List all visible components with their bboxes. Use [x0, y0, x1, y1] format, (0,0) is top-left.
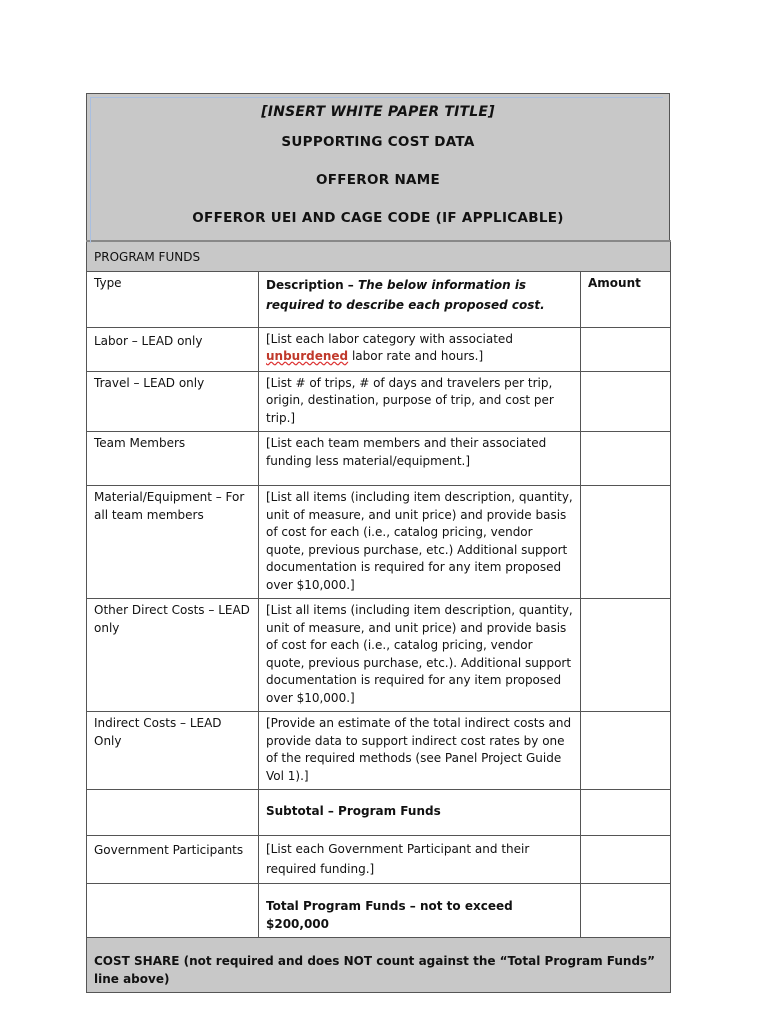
table-row — [87, 371, 671, 432]
description-lead: Description – — [266, 277, 358, 292]
column-description — [259, 271, 581, 327]
column-type: Type — [87, 271, 259, 327]
row-type: Government Participants — [87, 836, 259, 884]
amount-cell[interactable] — [581, 599, 671, 712]
offeror-name: OFFEROR NAME — [315, 172, 441, 188]
white-paper-title: [INSERT WHITE PAPER TITLE] — [261, 104, 495, 120]
desc-text: labor rate and hours.] — [348, 349, 484, 363]
amount-cell[interactable] — [581, 712, 671, 790]
subtotal-type-cell — [87, 790, 259, 836]
table-row — [87, 836, 671, 884]
section-program-funds: PROGRAM FUNDS — [87, 241, 671, 271]
row-type: Other Direct Costs – LEAD only — [87, 599, 259, 712]
supporting-cost-heading: SUPPORTING COST DATA — [281, 134, 475, 150]
total-label: Total Program Funds – not to exceed $200,000 — [259, 884, 581, 938]
offeror-uei-cage: OFFEROR UEI AND CAGE CODE (IF APPLICABLE) — [192, 210, 564, 226]
row-description: [Provide an estimate of the total indirect costs and provide data to support indirect cost rates by one of the required methods (see Panel Project Guide Vol 1).] — [259, 712, 581, 790]
spellcheck-word: unburdened — [266, 349, 349, 363]
table-row — [87, 712, 671, 790]
row-type: Travel – LEAD only — [87, 371, 259, 432]
row-type: Indirect Costs – LEAD Only — [87, 712, 259, 790]
amount-cell[interactable] — [581, 327, 671, 371]
row-type: Material/Equipment – For all team members — [87, 486, 259, 599]
subtotal-row — [87, 790, 671, 836]
row-description: [List all items (including item description, quantity, unit of measure, and unit price) and provide basis of cost for each (i.e., catalog pricing, vendor quote, previous purchase, etc.) Additional support documentation is required for any item proposed over $10,000.] — [259, 486, 581, 599]
total-row — [87, 884, 671, 938]
amount-cell[interactable] — [581, 432, 671, 486]
subtotal-amount-cell[interactable] — [581, 790, 671, 836]
table-row — [87, 486, 671, 599]
table-row — [87, 432, 671, 486]
row-description: [List each team members and their associated funding less material/equipment.] — [259, 432, 581, 486]
column-amount: Amount — [581, 271, 671, 327]
amount-cell[interactable] — [581, 836, 671, 884]
table-row — [87, 599, 671, 712]
column-header-row — [87, 271, 671, 327]
section-cost-share: COST SHARE (not required and does NOT count against the “Total Program Funds” line above) — [87, 938, 671, 993]
total-type-cell — [87, 884, 259, 938]
cost-data-form — [86, 93, 670, 993]
table-row — [87, 327, 671, 371]
row-type: Team Members — [87, 432, 259, 486]
row-description: [List each Government Participant and their required funding.] — [259, 836, 581, 884]
amount-cell[interactable] — [581, 371, 671, 432]
form-header — [86, 93, 670, 240]
description-note: The below information is required to describe each proposed cost. — [266, 277, 545, 312]
program-funds-table — [86, 240, 671, 993]
row-type: Labor – LEAD only — [87, 327, 259, 371]
row-description — [259, 327, 581, 371]
desc-text: [List each labor category with associated — [266, 331, 513, 346]
subtotal-label: Subtotal – Program Funds — [259, 790, 581, 836]
total-amount-cell[interactable] — [581, 884, 671, 938]
amount-cell[interactable] — [581, 486, 671, 599]
row-description: [List # of trips, # of days and travelers per trip, origin, destination, purpose of trip, and cost per trip.] — [259, 371, 581, 432]
row-description: [List all items (including item description, quantity, unit of measure, and unit price) and provide basis of cost for each (i.e., catalog pricing, vendor quote, previous purchase, etc.). Additional support documentation is required for any item proposed over $10,000.] — [259, 599, 581, 712]
